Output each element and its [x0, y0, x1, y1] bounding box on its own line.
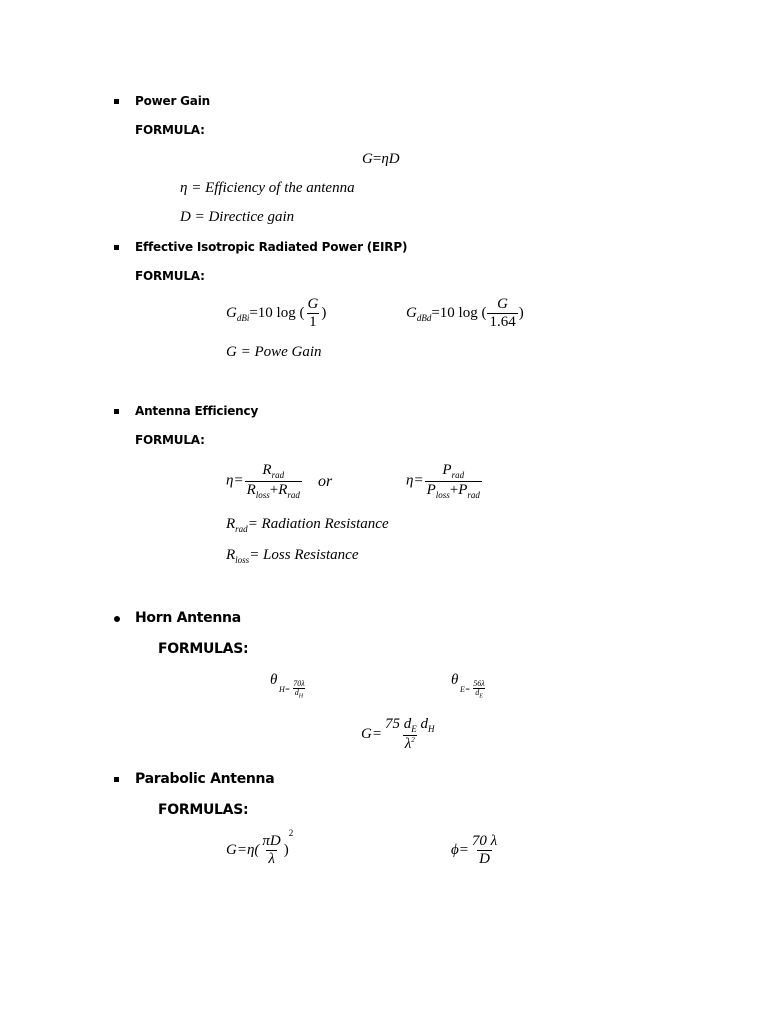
sym: P [458, 481, 468, 498]
horn-gain-equation [361, 716, 437, 753]
parabolic-beamwidth-equation [451, 833, 500, 868]
numerator: 56λ [473, 679, 485, 688]
theta-e-subscript [460, 680, 488, 700]
sub: H [298, 693, 304, 700]
power-gain-equation [362, 151, 400, 168]
or-label: or [318, 473, 333, 490]
sub: E [411, 724, 417, 734]
formula-label: FORMULAS: [158, 641, 249, 657]
section-heading-parabolic-antenna: Parabolic Antenna [135, 771, 275, 787]
sub: rad [235, 524, 248, 534]
symbol-g: G [406, 304, 417, 321]
numerator [260, 462, 286, 481]
formula-label: FORMULA: [135, 123, 205, 137]
numerator: 70λ [293, 679, 305, 688]
definition-directive-gain: D = Directice gain [180, 209, 295, 225]
fraction [260, 833, 282, 868]
section-heading-power-gain: Power Gain [135, 94, 210, 108]
numerator: 70 λ [471, 833, 498, 849]
sup: 2 [411, 735, 415, 744]
sub: H [427, 724, 435, 734]
formula-label: FORMULA: [135, 269, 205, 283]
efficiency-equation-p [406, 462, 483, 500]
numerator: πD [262, 833, 281, 849]
sub: loss [235, 555, 250, 565]
subscript: dBd [416, 312, 432, 323]
bullet-square-icon [114, 99, 119, 104]
bullet-square-icon [114, 245, 119, 250]
section-heading-antenna-efficiency: Antenna Efficiency [135, 404, 259, 418]
sub: rad [451, 470, 465, 480]
sub: E [479, 693, 483, 700]
paren-close: ) [283, 841, 289, 858]
eq-lhs: G=η( [226, 841, 260, 858]
sym: R [226, 547, 236, 563]
sym: d [475, 688, 480, 698]
formula-label: FORMULA: [135, 433, 205, 447]
section-heading-horn-antenna: Horn Antenna [135, 610, 241, 626]
paren-close: ) [321, 304, 327, 321]
symbol-g: G [226, 304, 237, 321]
denominator [473, 688, 485, 700]
sub: loss [255, 489, 270, 500]
definition-efficiency: η = Efficiency of the antenna [180, 180, 355, 196]
fraction [470, 833, 499, 868]
fraction [383, 716, 437, 753]
denominator [425, 481, 482, 500]
definition-loss-resistance [226, 547, 358, 565]
bullet-square-icon [114, 777, 119, 782]
section-heading-eirp: Effective Isotropic Radiated Power (EIRP) [135, 240, 408, 254]
sym: λ [404, 735, 412, 752]
definition-power-gain: G = Powe Gain [226, 344, 322, 360]
eirp-dbd-equation [406, 296, 524, 331]
exponent: 2 [288, 827, 294, 838]
denominator [293, 688, 305, 700]
subscript: dBi [236, 312, 250, 323]
eq-lhs: η= [406, 472, 424, 489]
eq-sign: = [372, 151, 382, 167]
coefficient: =10 log ( [431, 304, 487, 321]
sub-label: E= [460, 684, 471, 694]
theta-h-subscript [279, 680, 308, 700]
sym: P [426, 481, 436, 498]
coefficient: =10 log ( [249, 304, 305, 321]
parabolic-gain-equation [226, 827, 294, 868]
denominator [245, 481, 302, 500]
sub: rad [467, 489, 480, 500]
plus: + [269, 481, 279, 498]
efficiency-equation-r [226, 462, 303, 500]
sym: d [416, 716, 428, 732]
fraction [305, 296, 320, 331]
fraction [487, 296, 517, 331]
eq-rhs: ηD [381, 151, 400, 167]
sym: R [226, 516, 236, 532]
fraction [425, 462, 482, 500]
sym: R [262, 462, 272, 478]
paren-close: ) [518, 304, 524, 321]
eq-lhs: G [362, 151, 373, 167]
bullet-dot-icon [114, 616, 120, 622]
plus: + [449, 481, 459, 498]
denominator: D [479, 850, 490, 867]
formula-label: FORMULAS: [158, 802, 249, 818]
numerator [440, 462, 466, 481]
numerator [383, 716, 437, 735]
sym: d [294, 688, 299, 698]
sym: R [278, 481, 288, 498]
numerator: G [497, 296, 509, 312]
denominator: λ [268, 850, 275, 867]
definition-radiation-resistance [226, 516, 389, 534]
text: = Loss Resistance [249, 547, 359, 563]
sub: rad [287, 489, 300, 500]
denominator: 1 [309, 313, 317, 330]
numerator: G [307, 296, 319, 312]
bullet-square-icon [114, 409, 119, 414]
sym: R [246, 481, 256, 498]
sub-label: H= [279, 684, 291, 694]
sym: 75 d [384, 716, 412, 732]
eq-lhs: η= [226, 472, 244, 489]
denominator: 1.64 [489, 313, 516, 330]
fraction [291, 680, 306, 700]
eq-lhs: G= [361, 726, 382, 742]
fraction [245, 462, 302, 500]
eq-lhs: ϕ= [451, 841, 469, 858]
theta-symbol: θ [451, 672, 459, 688]
sub: loss [435, 489, 450, 500]
fraction [471, 680, 486, 700]
sym: P [442, 462, 452, 478]
denominator [403, 735, 417, 753]
text: = Radiation Resistance [247, 516, 389, 532]
theta-symbol: θ [270, 672, 278, 688]
eirp-dbi-equation [226, 296, 326, 331]
sub: rad [271, 470, 285, 480]
